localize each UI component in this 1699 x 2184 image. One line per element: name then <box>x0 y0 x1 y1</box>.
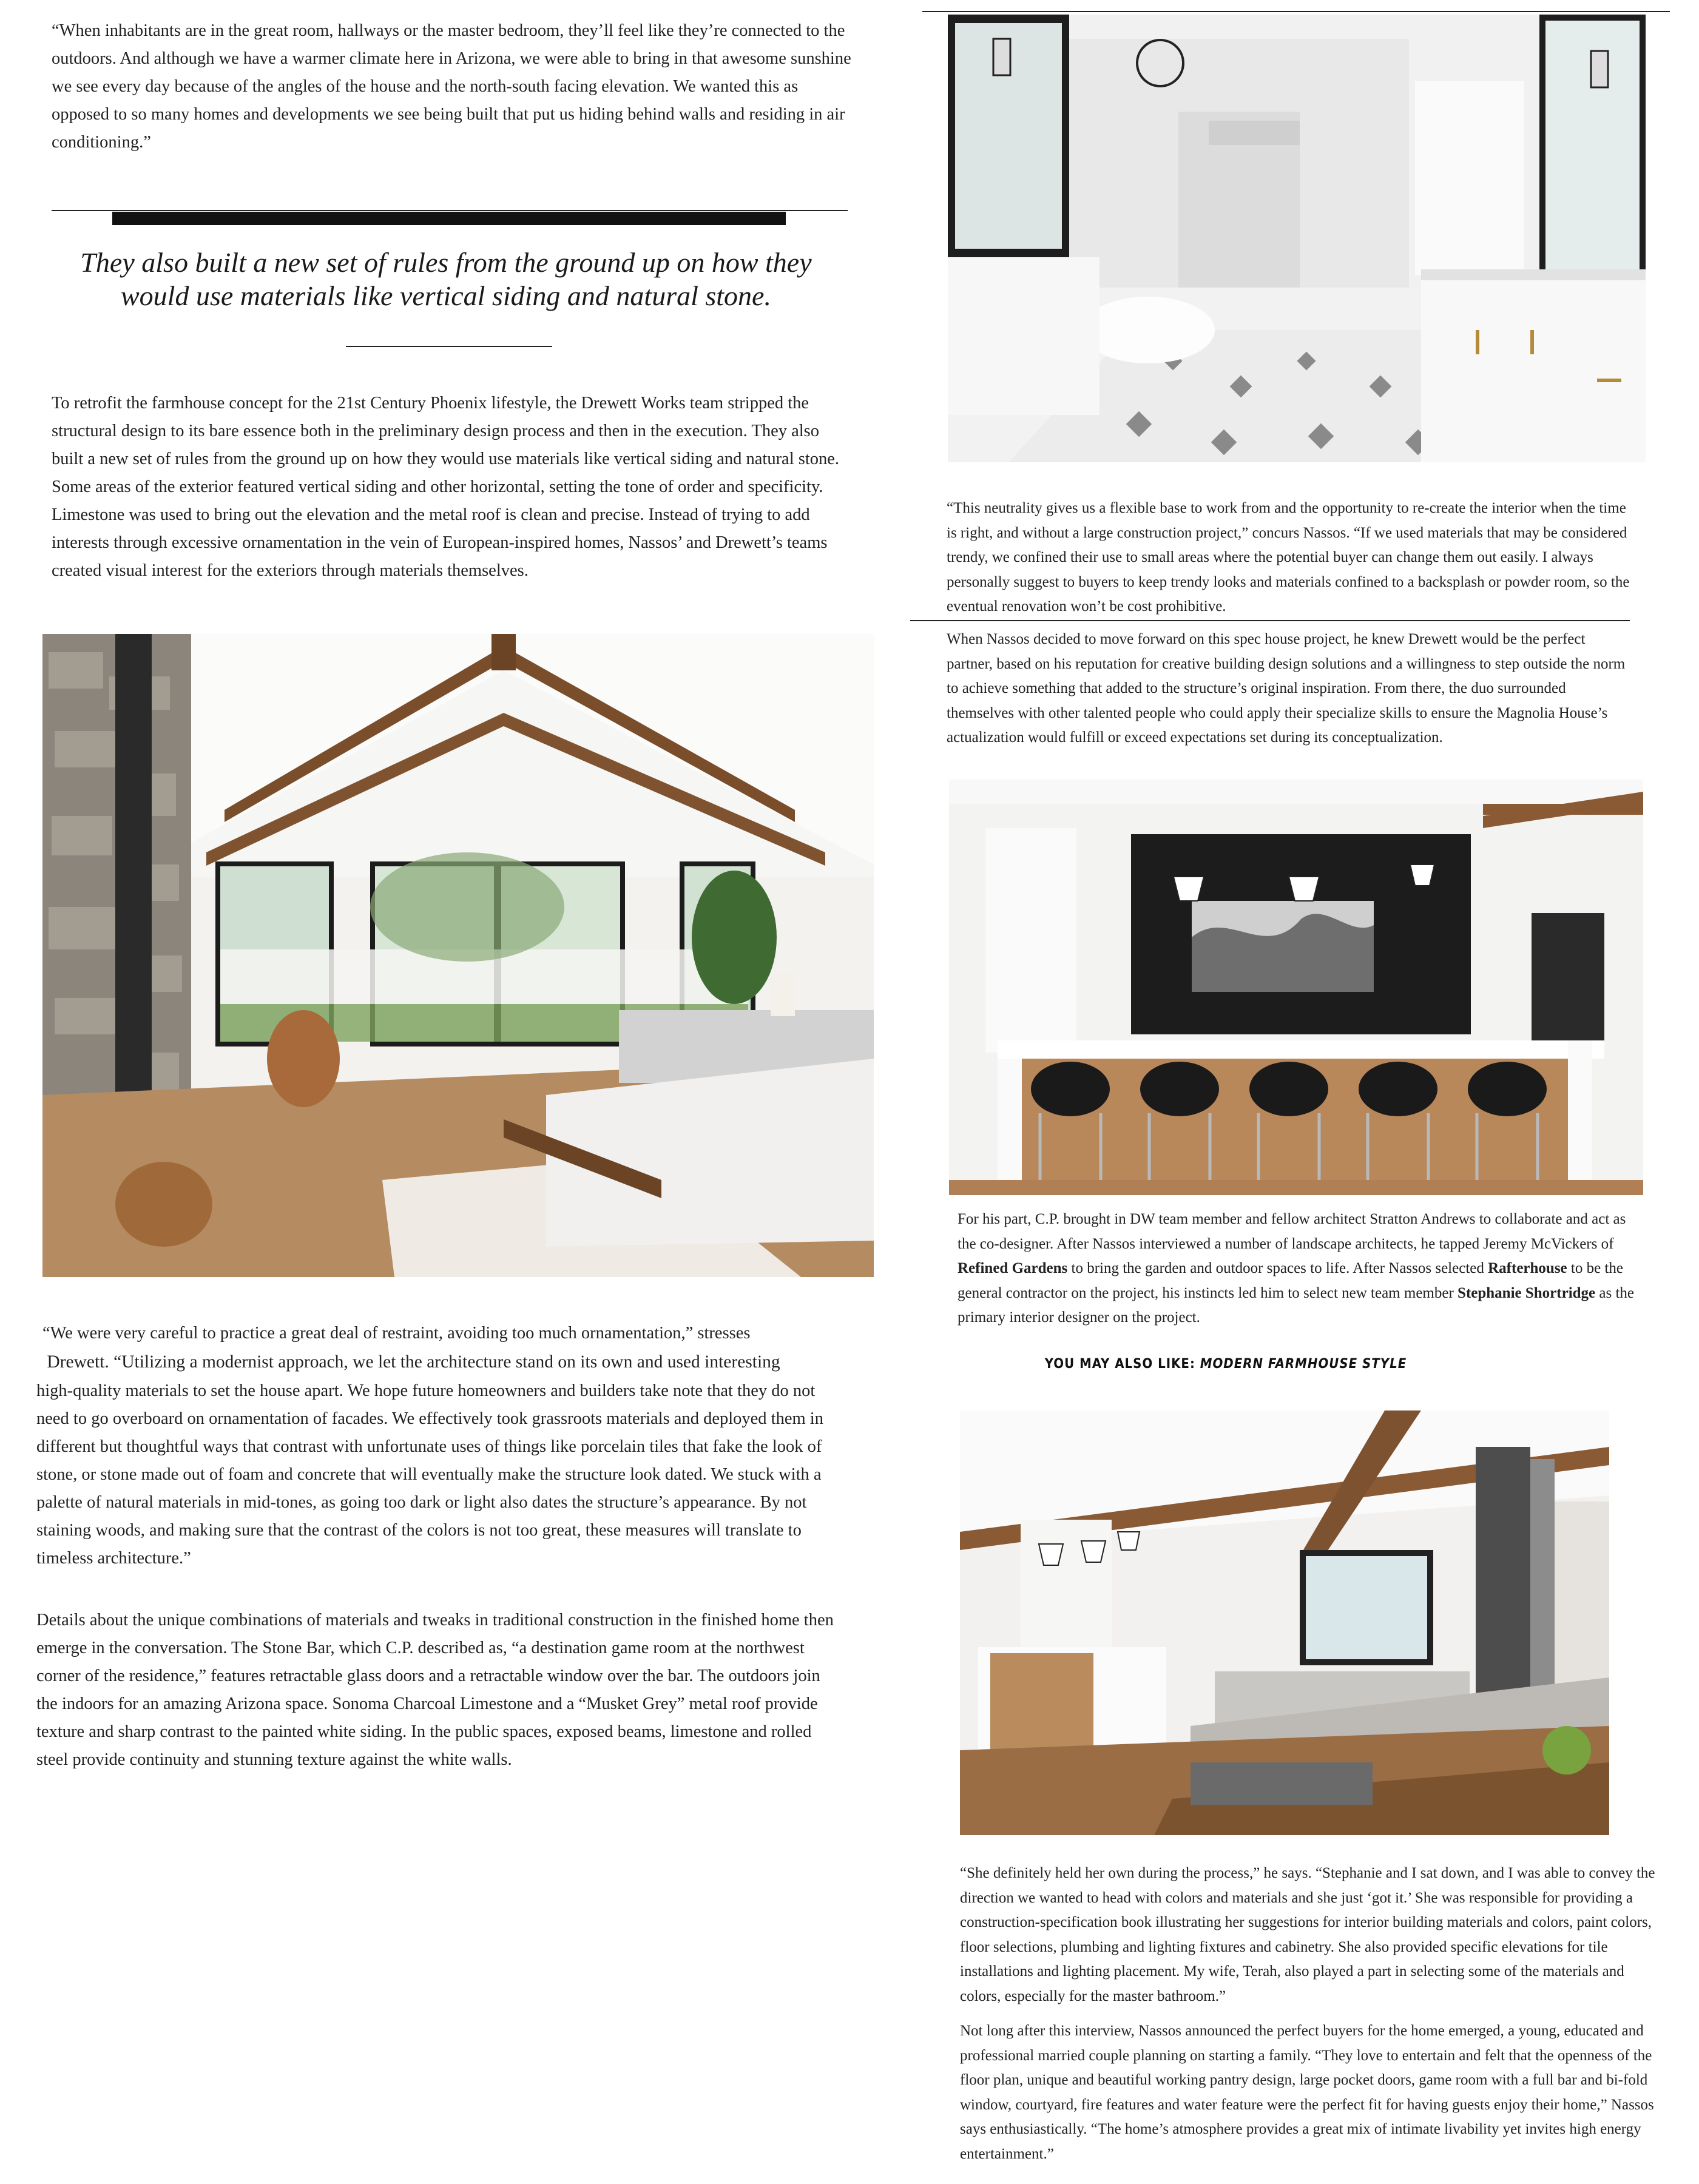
buyers-paragraph: Not long after this interview, Nassos announced the perfect buyers for the home emerged, a young, educated and professional married couple planning on starting a family. “They love to entertain and felt that the openness of the floor plan, unique and beautiful working pantry design, large pocket doors, game room with a full bar and bi-fold window, courtyard, fire features and water feature were the perfect fit for having guests enjoy their home,” Nassos says enthusiastically. “The home’s atmosphere provides a great mix of intimate livability yet invites high energy entertainment.” <box>960 2023 1654 2162</box>
cp-text-g: as the primary interior designer on the project. <box>958 1284 1635 1326</box>
she-paragraph: “She definitely held her own during the process,” he says. “Stephanie and I sat down, and I was able to convey the direction we wanted to head with colors and materials and she just ‘got it.’ She was responsible for providing a construction-specification book illustrating her suggestions for interior building materials and colors, paint colors, floor selections, plumbing and lighting fixtures and cabinetry. She also provided specific elevations for tile installations and lighting placement. My wife, Terah, also played a part in selecting some of the materials and colors, especially for the master bathroom.” <box>960 1865 1655 2004</box>
bedroom-photo <box>42 634 874 1277</box>
restraint-quote-line-1: “We were very careful to practice a great deal of restraint, avoiding too much ornamentation,” stresses <box>42 1324 751 1343</box>
stephanie-shortridge-name: Stephanie Shortridge <box>1457 1284 1596 1301</box>
cp-text-e: to be the general contractor on the project, his instincts led him to select new team member <box>958 1260 1623 1301</box>
great-room-photo <box>960 1410 1609 1835</box>
cp-text-a: For his part, C.P. brought in DW team member and fellow architect Stratton Andrews to collaborate and act as the co-designer. After Nassos interviewed a number of landscape architects, he tapped Jeremy McVickers of <box>958 1211 1626 1252</box>
you-may-also-like <box>910 1357 1541 1372</box>
pull-quote: They also built a new set of rules from the ground up on how they would use materials like vertical siding and natural stone. <box>80 247 812 311</box>
pull-quote-top-rule-thick <box>112 212 786 225</box>
pull-quote-top-rule-thin <box>52 210 848 211</box>
bathroom-photo <box>948 15 1646 462</box>
intro-quote-paragraph: “When inhabitants are in the great room, hallways or the master bedroom, they’ll feel like they’re connected to the outdoors. And although we have a warmer climate here in Arizona, we were able to bring in that awesome sunshine we see every day because of the angles of the house and the north-south facing elevation. We wanted this as opposed to so many homes and developments we see being built that put us hiding behind walls and residing in air conditioning.” <box>52 21 851 152</box>
top-right-rule <box>922 11 1670 12</box>
kitchen-photo <box>949 780 1643 1195</box>
decided-paragraph: When Nassos decided to move forward on this spec house project, he knew Drewett would be the perfect partner, based on his reputation for creative building design solutions and a willingness to step outside the norm to achieve something that added to the structure’s original inspiration. From there, the duo surrounded themselves with other talented people who could apply their specialize skills to ensure the Magnolia House’s actualization would fulfill or exceed expectations set during its conceptualization. <box>947 631 1626 746</box>
you-may-also-like-label: YOU MAY ALSO LIKE: <box>1044 1357 1200 1372</box>
neutrality-paragraph: “This neutrality gives us a flexible base to work from and the opportunity to re-create the interior when the time is right, and without a large construction project,” concurs Nassos. “If we used materials that may be considered trendy, we confined their use to small areas where the potential buyer can change them out easily. I always personally suggest to buyers to keep trendy looks and materials confined to a backsplash or powder room, so the eventual renovation won’t be cost prohibitive. <box>947 500 1630 615</box>
refined-gardens-name: Refined Gardens <box>958 1260 1068 1276</box>
modern-farmhouse-style-link[interactable]: MODERN FARMHOUSE STYLE <box>1200 1357 1407 1372</box>
cp-text-c: to bring the garden and outdoor spaces to life. After Nassos selected <box>1067 1260 1488 1276</box>
mid-right-rule <box>910 620 1630 621</box>
retrofit-paragraph: To retrofit the farmhouse concept for the 21st Century Phoenix lifestyle, the Drewett Works team stripped the structural design to its bare essence both in the preliminary design process and then in the execution. They also built a new set of rules from the ground up on how they would use materials like vertical siding and natural stone. Some areas of the exterior featured vertical siding and other horizontal, setting the tone of order and specificity. Limestone was used to bring out the elevation and the metal roof is clean and precise. Instead of trying to add interests through excessive ornamentation in the vein of European-inspired homes, Nassos’ and Drewett’s teams created visual interest for the exteriors through materials themselves. <box>52 394 840 580</box>
pull-quote-bottom-rule <box>346 346 552 347</box>
restraint-quote-paragraph: high-quality materials to set the house apart. We hope future homeowners and builders take note that they do not need to go overboard on ornamentation of facades. We effectively took grassroots materials and deployed them in different but thoughtful ways that contrast with unfortunate uses of things like porcelain tiles that fake the look of stone, or stone made out of foam and concrete that will eventually make the structure look dated. We stuck with a palette of natural materials in mid-tones, as going too dark or light also dates the structure’s appearance. By not staining woods, and making sure that the contrast of the colors is not too great, these measures will translate to timeless architecture.” <box>36 1381 823 1568</box>
restraint-quote-line-2: Drewett. “Utilizing a modernist approach, we let the architecture stand on its own and used interesting <box>42 1352 780 1372</box>
rafterhouse-name: Rafterhouse <box>1488 1260 1567 1276</box>
details-paragraph: Details about the unique combinations of materials and tweaks in traditional construction in the finished home then emerge in the conversation. The Stone Bar, which C.P. described as, “a destination game room at the northwest corner of the residence,” features retractable glass doors and a retractable window over the bar. The outdoors join the indoors for an amazing Arizona space. Sonoma Charcoal Limestone and a “Musket Grey” metal roof provide texture and sharp contrast to the painted white siding. In the public spaces, exposed beams, limestone and rolled steel provide continuity and stunning texture against the white walls. <box>36 1611 834 1769</box>
cp-paragraph <box>958 1207 1640 1330</box>
